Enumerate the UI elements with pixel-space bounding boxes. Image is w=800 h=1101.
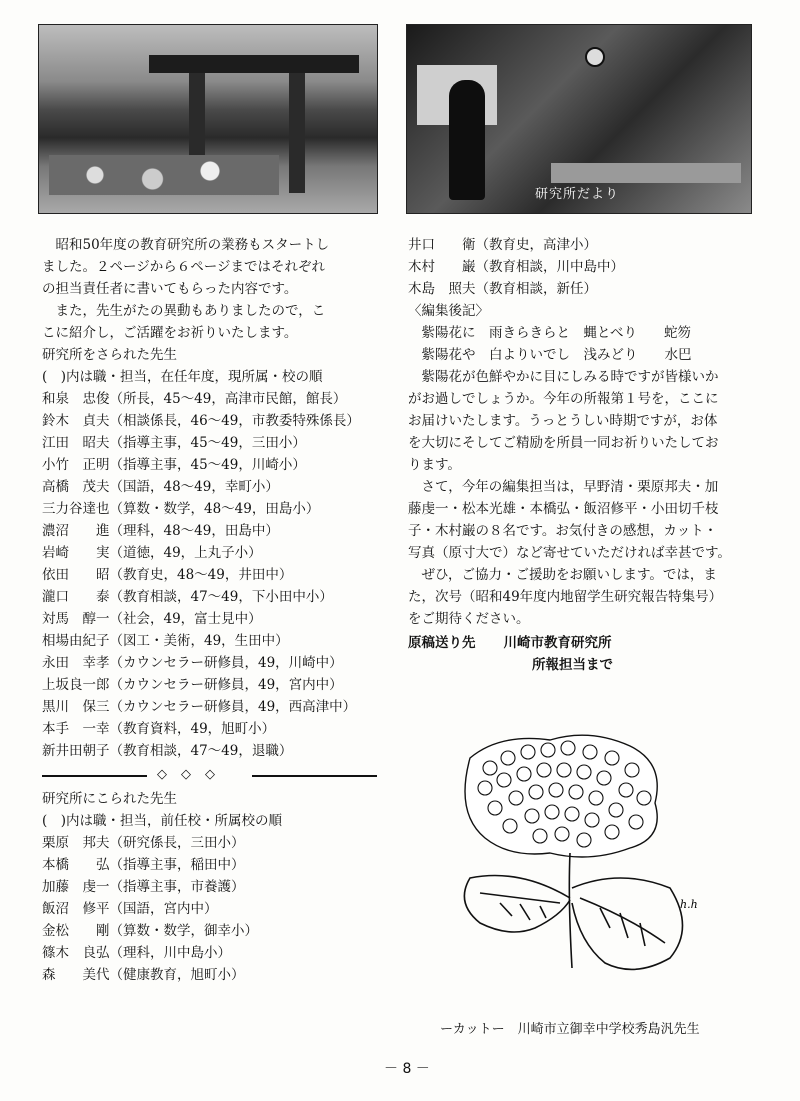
list-item: 本橋 弘（指導主事，稲田中）	[42, 857, 245, 873]
list-item: 森 美代（健康教育，旭町小）	[42, 967, 245, 983]
intro-line: ました。２ページから６ページまではそれぞれ	[42, 259, 325, 275]
audience-table	[551, 163, 741, 183]
floret	[545, 805, 559, 819]
floret	[583, 745, 597, 759]
list-item: 本手 一幸（教育資料，49，旭町小）	[42, 721, 276, 737]
submission-address	[408, 632, 768, 676]
cut-caption: ーカットー 川崎市立御幸中学校秀島汎先生	[440, 1022, 700, 1037]
intro-line: こに紹介し，ご活躍をお祈りいたします。	[42, 325, 298, 341]
floret	[565, 807, 579, 821]
floret	[529, 785, 543, 799]
postscript-line: さて，今年の編集担当は，早野清・栗原邦夫・加	[408, 479, 719, 495]
floret	[557, 763, 571, 777]
section-divider	[42, 764, 390, 786]
floret	[555, 827, 569, 841]
page-number: － 8 －	[384, 1061, 430, 1077]
list-item: 鈴木 貞夫（相談係長，46～49，市教委特殊係長）	[42, 413, 360, 429]
submission-label: 原稿送り先	[408, 635, 476, 651]
leaving-legend: ( )内は職・担当，在任年度，現所属・校の順	[42, 369, 323, 385]
leaf-vein	[600, 908, 645, 946]
postscript-line: お届けいたします。うっとうしい時期ですが，お体	[408, 413, 718, 429]
pavilion-pillar	[289, 73, 305, 193]
pavilion-roof	[149, 55, 359, 73]
haiku-line: 紫陽花や 白よりいでし 浅みどり 水巴	[408, 347, 692, 363]
arriving-list-right	[408, 234, 768, 300]
list-item: 依田 昭（教育史，48～49，井田中）	[42, 567, 293, 583]
list-item: 相場由紀子（図工・美術，49，生田中）	[42, 633, 289, 649]
floret	[605, 825, 619, 839]
floret	[609, 803, 623, 817]
floret	[517, 767, 531, 781]
photo-lecture	[406, 24, 752, 214]
postscript-line: ります。	[408, 457, 461, 473]
floret	[549, 783, 563, 797]
postscript-line: 藤虔一・松本光雄・本橋弘・飯沼修平・小田切千枝	[408, 501, 719, 517]
list-item: 篠木 良弘（理科，川中島小）	[42, 945, 231, 961]
floret	[589, 791, 603, 805]
postscript-line: 紫陽花が色鮮やかに目にしみる時ですが皆様いか	[408, 369, 719, 385]
floret	[521, 745, 535, 759]
floret	[537, 763, 551, 777]
floret	[483, 761, 497, 775]
list-item: 和泉 忠俊（所長，45～49，高津市民館，館長）	[42, 391, 347, 407]
left-column	[42, 234, 390, 986]
intro-text	[42, 234, 390, 344]
speaker-figure	[449, 80, 485, 200]
floret	[503, 819, 517, 833]
leaf-right	[572, 878, 683, 969]
leaf-left	[464, 876, 570, 933]
list-item: 小竹 正明（指導主事，45～49，川崎小）	[42, 457, 306, 473]
floret	[509, 791, 523, 805]
floret	[619, 783, 633, 797]
intro-line: の担当責任者に書いてもらった内容です。	[42, 281, 298, 297]
list-item: 対馬 醇一（社会，49，富士見中）	[42, 611, 262, 627]
arriving-list-left	[42, 832, 390, 986]
postscript-line: をご期待ください。	[408, 611, 530, 627]
divider-line	[252, 775, 377, 777]
leaf-vein	[500, 903, 546, 920]
artist-signature: h.h	[680, 898, 698, 911]
submission-office: 川崎市教育研究所	[503, 635, 612, 651]
postscript-line: ぜひ，ご協力・ご援助をお願いします。では，ま	[408, 567, 717, 583]
leaving-heading: 研究所をさられた先生	[42, 347, 177, 363]
postscript-line: た，次号（昭和49年度内地留学生研究報告特集号）	[408, 589, 723, 605]
floret	[605, 751, 619, 765]
submission-attention: 所報担当まで	[532, 657, 613, 673]
list-item: 瀧口 泰（教育相談，47～49，下小田中小）	[42, 589, 333, 605]
list-item: 三力谷達也（算数・数学，48～49，田島小）	[42, 501, 320, 517]
list-item: 高橋 茂夫（国語，48～49，幸町小）	[42, 479, 279, 495]
floret	[585, 813, 599, 827]
postscript-heading: 〈編集後記〉	[408, 303, 489, 319]
floret	[577, 765, 591, 779]
list-item: 永田 幸孝（カウンセラー研修員，49，川崎中）	[42, 655, 343, 671]
divider-line	[42, 775, 147, 777]
list-item: 飯沼 修平（国語，宮内中）	[42, 901, 218, 917]
hydrangea-illustration	[440, 728, 720, 990]
floret	[488, 801, 502, 815]
list-item: 加藤 虔一（指導主事，市養護）	[42, 879, 245, 895]
list-item: 木島 照夫（教育相談，新任）	[408, 281, 597, 297]
rock-garden	[49, 155, 279, 195]
list-item: 江田 昭夫（指導主事，45～49，三田小）	[42, 435, 306, 451]
arriving-heading: 研究所にこられた先生	[42, 791, 177, 807]
list-item: 栗原 邦夫（研究係長，三田小）	[42, 835, 245, 851]
floret	[525, 809, 539, 823]
floret	[478, 781, 492, 795]
list-item: 岩崎 実（道徳，49，上丸子小）	[42, 545, 262, 561]
floret	[577, 833, 591, 847]
photo-caption: 研究所だより	[535, 187, 620, 202]
floret	[637, 791, 651, 805]
floret	[561, 741, 575, 755]
list-item: 上坂良一郎（カウンセラー研修員，49，宮内中）	[42, 677, 343, 693]
leaving-list	[42, 388, 390, 762]
list-item: 井口 衛（教育史，高津小）	[408, 237, 597, 253]
photo-pavilion	[38, 24, 378, 214]
haiku-line: 紫陽花に 雨きらきらと 蝿とべり 蛇笏	[408, 325, 691, 341]
postscript-line: 子・木村巌の８名です。お気付きの感想，カット・	[408, 523, 718, 539]
list-item: 黒川 保三（カウンセラー研修員，49，西高津中）	[42, 699, 357, 715]
floret	[625, 763, 639, 777]
stem	[569, 853, 572, 968]
floret	[569, 785, 583, 799]
floret	[533, 829, 547, 843]
list-item: 木村 巌（教育相談，川中島中）	[408, 259, 624, 275]
wall-clock-icon	[585, 47, 605, 67]
arriving-legend: ( )内は職・担当，前任校・所属校の順	[42, 813, 283, 829]
postscript-line: がお過しでしょうか。今年の所報第１号を，ここに	[408, 391, 719, 407]
floret	[501, 751, 515, 765]
intro-line: 昭和50年度の教育研究所の業務もスタートし	[42, 237, 330, 253]
intro-line: また，先生がたの異動もありましたので，こ	[42, 303, 326, 319]
floret	[541, 743, 555, 757]
postscript-line: 写真（原寸大で）など寄せていただければ幸甚です。	[408, 545, 731, 561]
postscript-line: を大切にそしてご精励を所員一同お祈りいたしてお	[408, 435, 719, 451]
postscript-body	[408, 366, 768, 630]
floret	[597, 771, 611, 785]
right-column	[408, 234, 768, 676]
leaf-vein	[480, 893, 560, 903]
list-item: 新井田朝子（教育相談，47～49，退職）	[42, 743, 293, 759]
floret	[629, 815, 643, 829]
diamond-marks: ◇◇◇	[157, 767, 229, 782]
floret	[497, 773, 511, 787]
list-item: 濃沼 進（理科，48～49，田島中）	[42, 523, 279, 539]
list-item: 金松 剛（算数・数学，御幸小）	[42, 923, 258, 939]
